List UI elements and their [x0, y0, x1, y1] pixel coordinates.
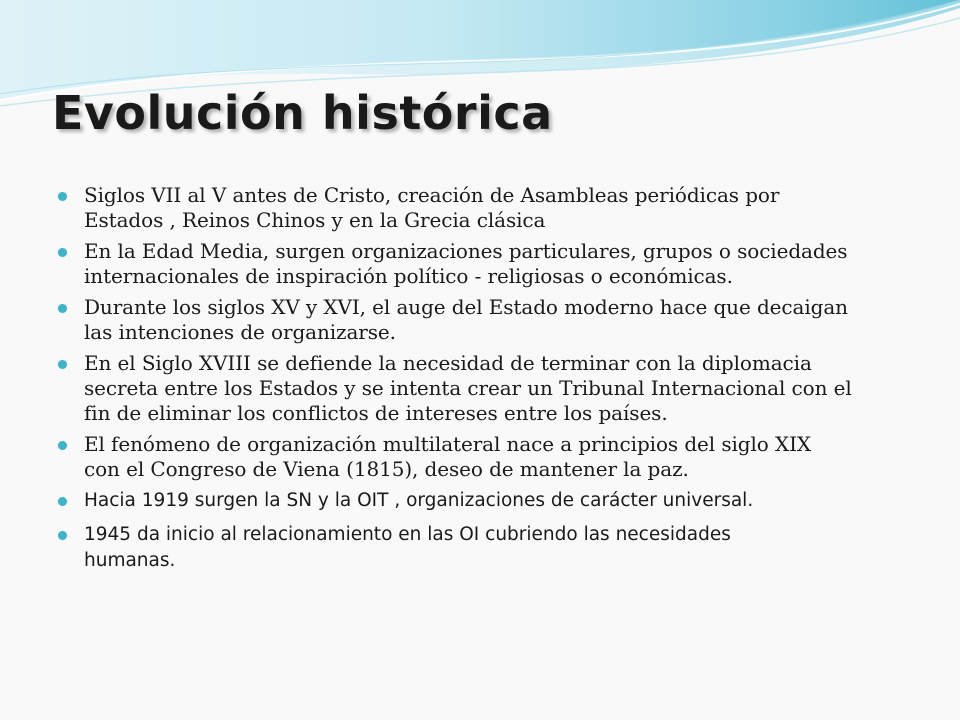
bullet-text-line: humanas.: [84, 550, 176, 571]
bullet-item: [52, 488, 912, 514]
bullet-item: [52, 351, 912, 426]
bullet-text-line: El fenómeno de organización multilateral nace a principios del siglo XIX: [84, 432, 812, 456]
bullet-text-line: con el Congreso de Viena (1815), deseo de mantener la paz.: [84, 457, 689, 481]
bullet-item: [52, 239, 912, 289]
bullet-item: [52, 522, 912, 574]
bullet-dot-icon: [58, 497, 67, 506]
bullet-dot-icon: [58, 441, 67, 450]
bullet-list: [52, 183, 912, 574]
bullet-dot-icon: [58, 360, 67, 369]
bullet-text-line: Estados , Reinos Chinos y en la Grecia clásica: [84, 208, 546, 232]
bullet-dot-icon: [58, 531, 67, 540]
bullet-text-line: En la Edad Media, surgen organizaciones particulares, grupos o sociedades: [84, 239, 848, 263]
slide-title: Evolución histórica: [52, 86, 553, 140]
bullet-item: [52, 183, 912, 233]
bullet-text-line: 1945 da inicio al relacionamiento en las OI cubriendo las necesidades: [84, 524, 731, 545]
bullet-text-line: Siglos VII al V antes de Cristo, creación de Asambleas periódicas por: [84, 183, 780, 207]
bullet-item: [52, 295, 912, 345]
wave-front: [0, 0, 960, 100]
bullet-dot-icon: [58, 192, 67, 201]
bullet-item: [52, 432, 912, 482]
bullet-text-line: las intenciones de organizarse.: [84, 320, 396, 344]
bullet-text-line: Hacia 1919 surgen la SN y la OIT , organizaciones de carácter universal.: [84, 490, 754, 511]
bullet-text-line: Durante los siglos XV y XVI, el auge del Estado moderno hace que decaigan: [84, 295, 848, 319]
bullet-text-line: secreta entre los Estados y se intenta crear un Tribunal Internacional con el: [84, 376, 852, 400]
bullet-text-line: fin de eliminar los conflictos de intereses entre los países.: [84, 401, 668, 425]
bullet-dot-icon: [58, 304, 67, 313]
bullet-text-line: internacionales de inspiración político - religiosas o económicas.: [84, 264, 733, 288]
bullet-text-line: En el Siglo XVIII se defiende la necesidad de terminar con la diplomacia: [84, 351, 812, 375]
bullet-dot-icon: [58, 248, 67, 257]
slide-content: [52, 183, 912, 582]
